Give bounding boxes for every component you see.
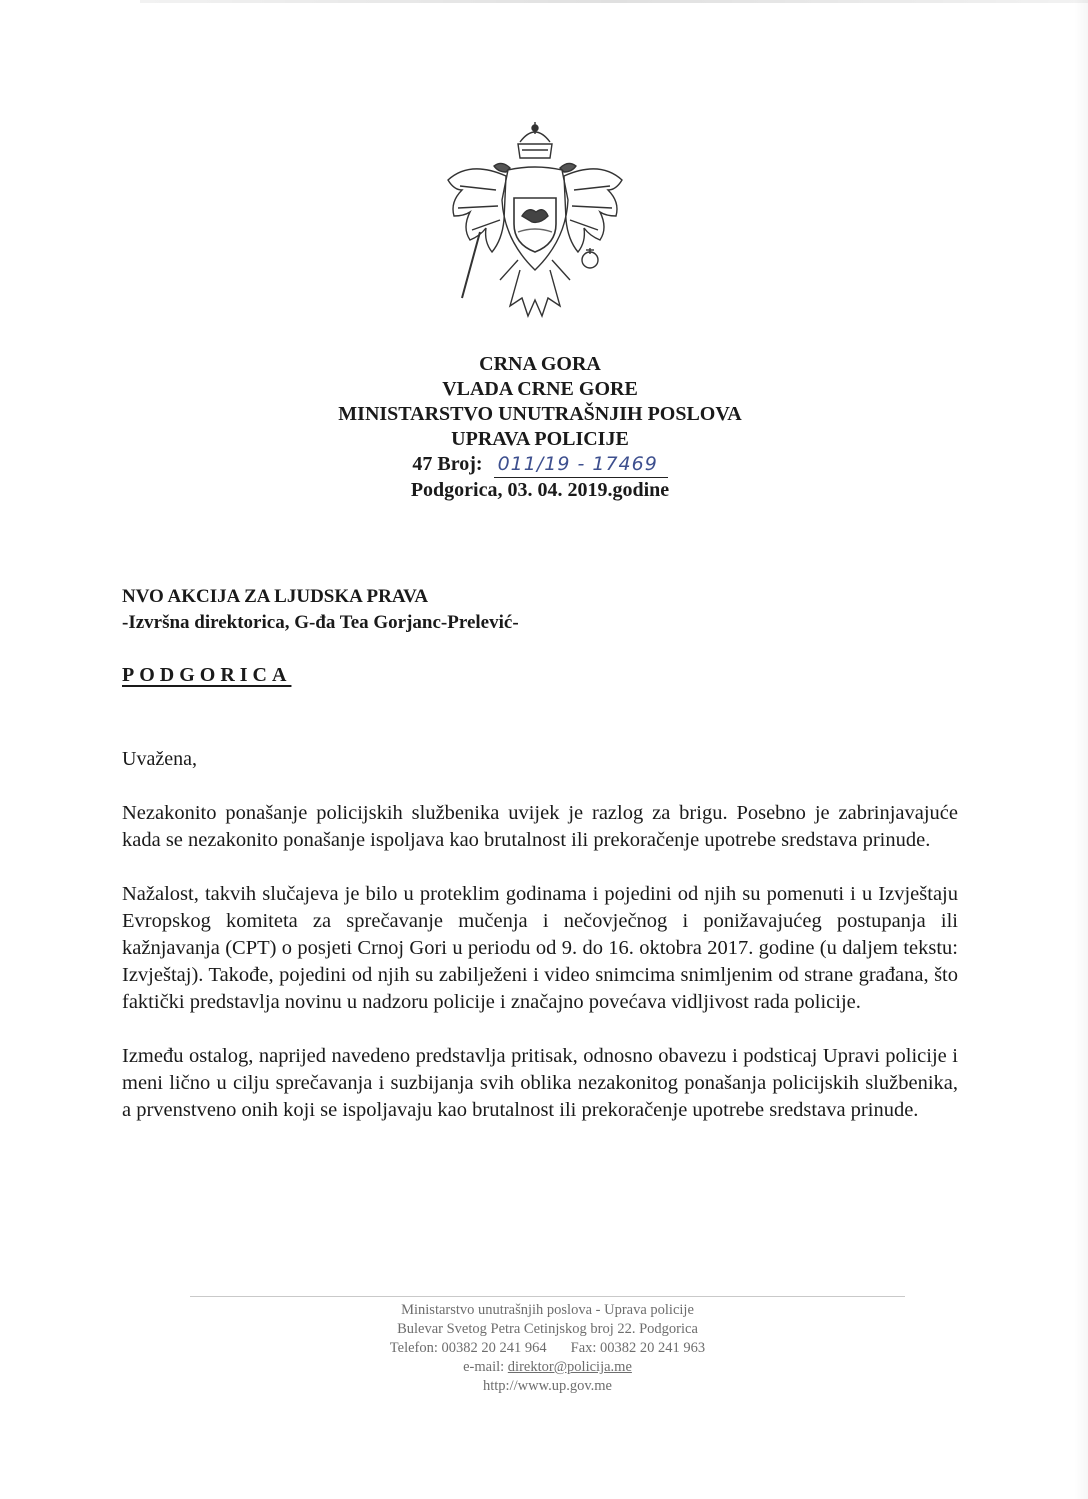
letter-footer	[190, 1296, 905, 1396]
reference-number-label: 47 Broj:	[412, 453, 483, 475]
footer-email-label: e-mail:	[463, 1359, 505, 1375]
salutation: Uvažena,	[122, 748, 197, 770]
country-name: CRNA GORA	[479, 353, 601, 375]
coat-of-arms-icon	[440, 120, 630, 325]
reference-number	[412, 452, 667, 478]
paragraph: Nažalost, takvih slučajeva je bilo u proteklim godinama i pojedini od njih su pomenuti i u Izvještaju Evropskog komiteta za sprečavanje mučenja i nečovječnog i ponižavajućeg postupanja ili kažnjavanja (CPT) o posjeti Crnoj Gori u periodu od 9. do 16. oktobra 2017. godine (u daljem tekstu: Izvještaj). Takođe, pojedini od njih su zabilježeni i video snimcima snimljenim od strane građana, što faktički predstavlja novinu u nadzoru policije i značajno povećava vidljivost rada policije.	[122, 883, 958, 1013]
ministry-name: MINISTARSTVO UNUTRAŠNJIH POSLOVA	[338, 403, 742, 425]
footer-email-row	[190, 1358, 905, 1377]
paragraph: Između ostalog, naprijed navedeno predstavlja pritisak, odnosno obavezu i podsticaj Upravi policije i meni lično u cilju sprečavanja i suzbijanja svih oblika nezakonitog ponašanja policijskih službenika, a prvenstveno onih koji se ispoljavaju kao brutalnost ili prekoračenje upotrebe sredstava prinude.	[122, 1045, 958, 1121]
footer-email-link[interactable]: direktor@policija.me	[507, 1359, 632, 1375]
government-name: VLADA CRNE GORE	[442, 378, 638, 400]
letter-header	[200, 352, 880, 503]
footer-contacts	[190, 1339, 905, 1358]
letter-body	[122, 800, 958, 1151]
directorate-name: UPRAVA POLICIJE	[451, 428, 629, 450]
reference-number-value: 011/19 - 17469	[494, 452, 668, 478]
footer-institution: Ministarstvo unutrašnjih poslova - Uprava policije	[401, 1302, 694, 1318]
scan-artifact-top	[140, 0, 1088, 3]
place-date: Podgorica, 03. 04. 2019.godine	[410, 479, 670, 501]
footer-fax: Fax: 00382 20 241 963	[570, 1340, 706, 1356]
recipient-block	[122, 584, 519, 636]
footer-website-link[interactable]: http://www.up.gov.me	[482, 1378, 612, 1394]
paragraph: Nezakonito ponašanje policijskih službenika uvijek je razlog za brigu. Posebno je zabrinjavajuće kada se nezakonito ponašanje ispoljava kao brutalnost ili prekoračenje upotrebe sredstava prinude.	[122, 802, 958, 851]
scan-artifact-edge	[1074, 0, 1088, 1499]
recipient-city: PODGORICA	[122, 664, 292, 686]
footer-phone: Telefon: 00382 20 241 964	[389, 1340, 547, 1356]
recipient-organization: NVO AKCIJA ZA LJUDSKA PRAVA	[122, 586, 429, 607]
footer-address: Bulevar Svetog Petra Cetinjskog broj 22. Podgorica	[397, 1321, 698, 1337]
recipient-person: -Izvršna direktorica, G-đa Tea Gorjanc-Prelević-	[122, 612, 519, 633]
